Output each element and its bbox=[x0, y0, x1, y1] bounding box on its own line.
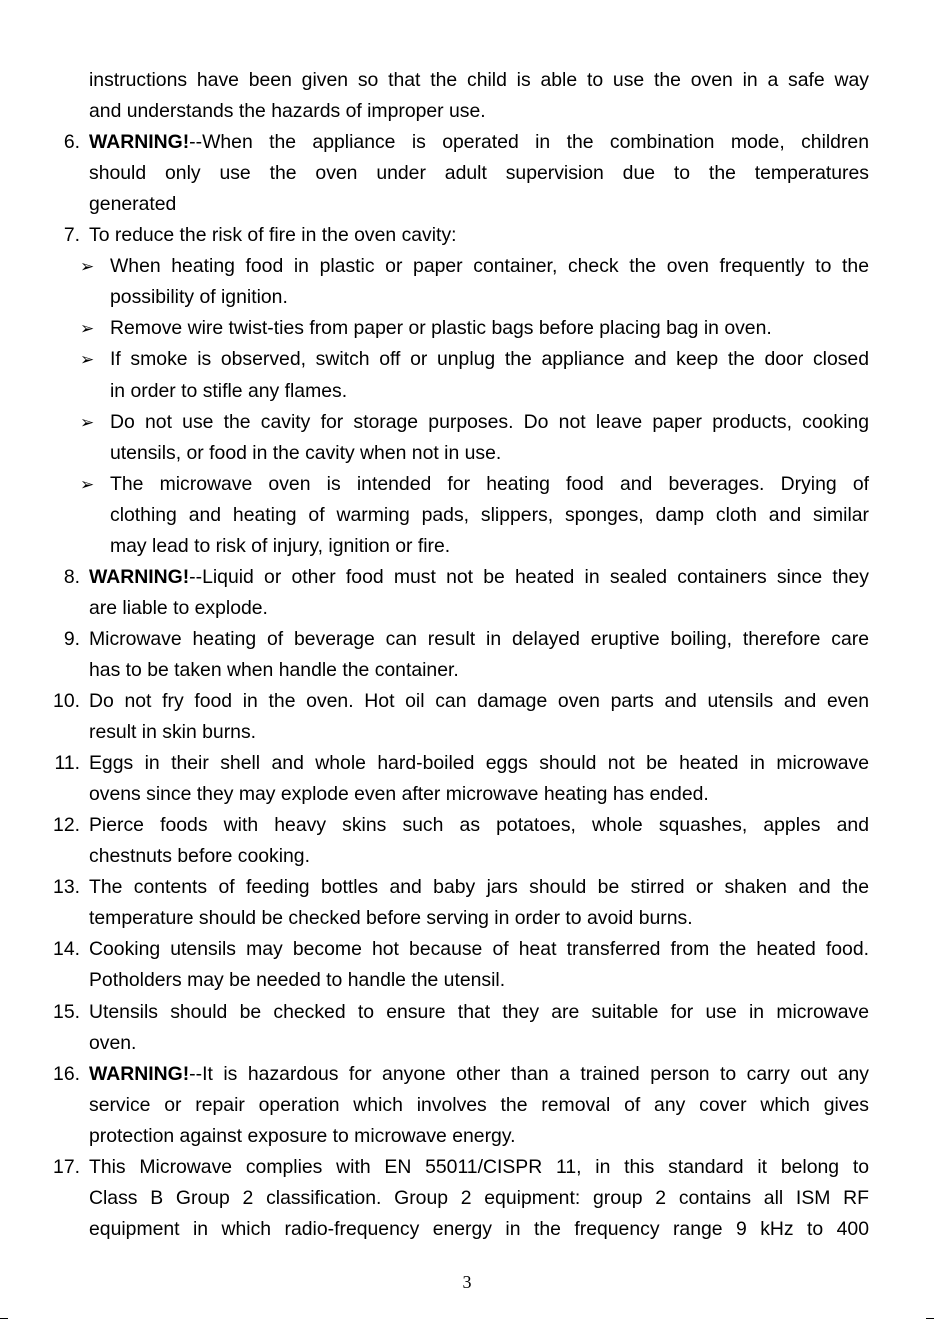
text-line bbox=[0, 1090, 934, 1121]
numbered-item-line bbox=[0, 1059, 934, 1090]
line-text: Cooking utensils may become hot because of heat transferred from the heated food. bbox=[89, 938, 869, 961]
text-line bbox=[0, 841, 934, 872]
item-number: 6. bbox=[63, 131, 80, 154]
item-number: 12. bbox=[53, 814, 80, 837]
line-text: Class B Group 2 classification. Group 2 equipment: group 2 contains all ISM RF bbox=[89, 1186, 869, 1209]
text-line bbox=[0, 717, 934, 748]
numbered-item-line bbox=[0, 872, 934, 903]
line-text: may lead to risk of injury, ignition or fire. bbox=[110, 534, 451, 557]
line-text: Pierce foods with heavy skins such as potatoes, whole squashes, apples and bbox=[89, 814, 869, 837]
item-number: 17. bbox=[53, 1155, 80, 1178]
line-text: protection against exposure to microwave energy. bbox=[89, 1124, 516, 1147]
numbered-item-line bbox=[0, 686, 934, 717]
line-text: To reduce the risk of fire in the oven cavity: bbox=[89, 224, 457, 247]
bullet-line bbox=[0, 469, 934, 500]
item-number: 10. bbox=[53, 690, 80, 712]
numbered-item-line bbox=[0, 1152, 934, 1183]
line-text: Do not fry food in the oven. Hot oil can damage oven parts and utensils and even bbox=[89, 690, 869, 712]
item-number: 7. bbox=[63, 224, 80, 247]
arrow-bullet-icon: ➢ bbox=[80, 319, 95, 339]
text-line bbox=[0, 96, 934, 127]
bullet-line bbox=[0, 313, 934, 344]
text-line bbox=[0, 1028, 934, 1059]
line-text: Remove wire twist-ties from paper or plastic bags before placing bag in oven. bbox=[110, 317, 772, 340]
line-text: The contents of feeding bottles and baby jars should be stirred or shaken and the bbox=[89, 876, 869, 899]
line-text: temperature should be checked before serving in order to avoid burns. bbox=[89, 907, 693, 930]
arrow-bullet-icon: ➢ bbox=[80, 412, 95, 432]
line-text: Potholders may be needed to handle the utensil. bbox=[89, 969, 506, 992]
text-line bbox=[0, 903, 934, 934]
line-text: If smoke is observed, switch off or unplug the appliance and keep the door closed bbox=[110, 348, 869, 371]
text-line bbox=[0, 655, 934, 686]
text-line bbox=[0, 1121, 934, 1152]
line-text: equipment in which radio-frequency energy in the frequency range 9 kHz to 400 bbox=[89, 1217, 869, 1240]
numbered-item-line bbox=[0, 934, 934, 965]
text-line bbox=[0, 438, 934, 469]
line-text: has to be taken when handle the container. bbox=[89, 658, 459, 681]
warning-label: WARNING! bbox=[89, 565, 190, 588]
arrow-bullet-icon: ➢ bbox=[80, 350, 95, 370]
bottom-rule-left bbox=[0, 1318, 8, 1319]
line-text: WARNING!--It is hazardous for anyone other than a trained person to carry out any bbox=[89, 1062, 869, 1085]
line-text: clothing and heating of warming pads, slippers, sponges, damp cloth and similar bbox=[110, 503, 869, 526]
item-number: 8. bbox=[63, 565, 80, 588]
text-line bbox=[0, 779, 934, 810]
line-text: WARNING!--Liquid or other food must not be heated in sealed containers since they bbox=[89, 565, 869, 588]
text-line bbox=[0, 65, 934, 96]
text-line bbox=[0, 1214, 934, 1245]
arrow-bullet-icon: ➢ bbox=[80, 257, 95, 277]
item-number: 15. bbox=[53, 1000, 80, 1023]
text-line bbox=[0, 158, 934, 189]
text-line bbox=[0, 376, 934, 407]
warning-label: WARNING! bbox=[89, 131, 190, 154]
line-text: This Microwave complies with EN 55011/CISPR 11, in this standard it belong to bbox=[89, 1155, 869, 1178]
numbered-item-line bbox=[0, 127, 934, 158]
line-text: are liable to explode. bbox=[89, 596, 268, 619]
numbered-item-line bbox=[0, 810, 934, 841]
line-text: in order to stifle any flames. bbox=[110, 379, 348, 402]
line-text: The microwave oven is intended for heating food and beverages. Drying of bbox=[110, 472, 869, 495]
line-text: chestnuts before cooking. bbox=[89, 845, 310, 868]
line-text: ovens since they may explode even after microwave heating has ended. bbox=[89, 783, 709, 806]
line-text: Utensils should be checked to ensure that they are suitable for use in microwave bbox=[89, 1000, 869, 1023]
line-text: service or repair operation which involves the removal of any cover which gives bbox=[89, 1093, 869, 1116]
text-line bbox=[0, 593, 934, 624]
text-line bbox=[0, 189, 934, 220]
numbered-item-line bbox=[0, 748, 934, 779]
warning-label: WARNING! bbox=[89, 1062, 190, 1085]
bottom-rule-right bbox=[926, 1318, 934, 1319]
item-number: 14. bbox=[53, 938, 80, 961]
line-text: Microwave heating of beverage can result in delayed eruptive boiling, therefore care bbox=[89, 627, 869, 650]
bullet-line bbox=[0, 251, 934, 282]
item-number: 13. bbox=[53, 876, 80, 899]
line-text: When heating food in plastic or paper container, check the oven frequently to the bbox=[110, 255, 869, 278]
item-number: 16. bbox=[53, 1062, 80, 1085]
numbered-item-line bbox=[0, 562, 934, 593]
item-number: 11. bbox=[54, 752, 80, 775]
numbered-item-line bbox=[0, 997, 934, 1028]
line-text: utensils, or food in the cavity when not in use. bbox=[110, 441, 502, 464]
item-number: 9. bbox=[63, 627, 80, 650]
bullet-line bbox=[0, 407, 934, 438]
text-line bbox=[0, 500, 934, 531]
line-text: result in skin burns. bbox=[89, 721, 257, 744]
line-text: WARNING!--When the appliance is operated in the combination mode, children bbox=[89, 131, 869, 154]
line-text: should only use the oven under adult supervision due to the temperatures bbox=[89, 162, 869, 185]
line-text: generated bbox=[89, 193, 177, 216]
line-text: instructions have been given so that the child is able to use the oven in a safe way bbox=[89, 69, 869, 91]
text-line bbox=[0, 531, 934, 562]
line-text: possibility of ignition. bbox=[110, 286, 288, 309]
numbered-item-line bbox=[0, 220, 934, 251]
line-text: Do not use the cavity for storage purposes. Do not leave paper products, cooking bbox=[110, 410, 869, 433]
text-line bbox=[0, 282, 934, 313]
line-text: Eggs in their shell and whole hard-boiled eggs should not be heated in microwave bbox=[89, 752, 869, 775]
line-text: oven. bbox=[89, 1031, 137, 1054]
arrow-bullet-icon: ➢ bbox=[80, 474, 95, 494]
numbered-item-line bbox=[0, 624, 934, 655]
text-line bbox=[0, 1183, 934, 1214]
bullet-line bbox=[0, 344, 934, 375]
text-line bbox=[0, 965, 934, 996]
line-text: and understands the hazards of improper use. bbox=[89, 100, 486, 123]
page-number: 3 bbox=[462, 1272, 472, 1292]
